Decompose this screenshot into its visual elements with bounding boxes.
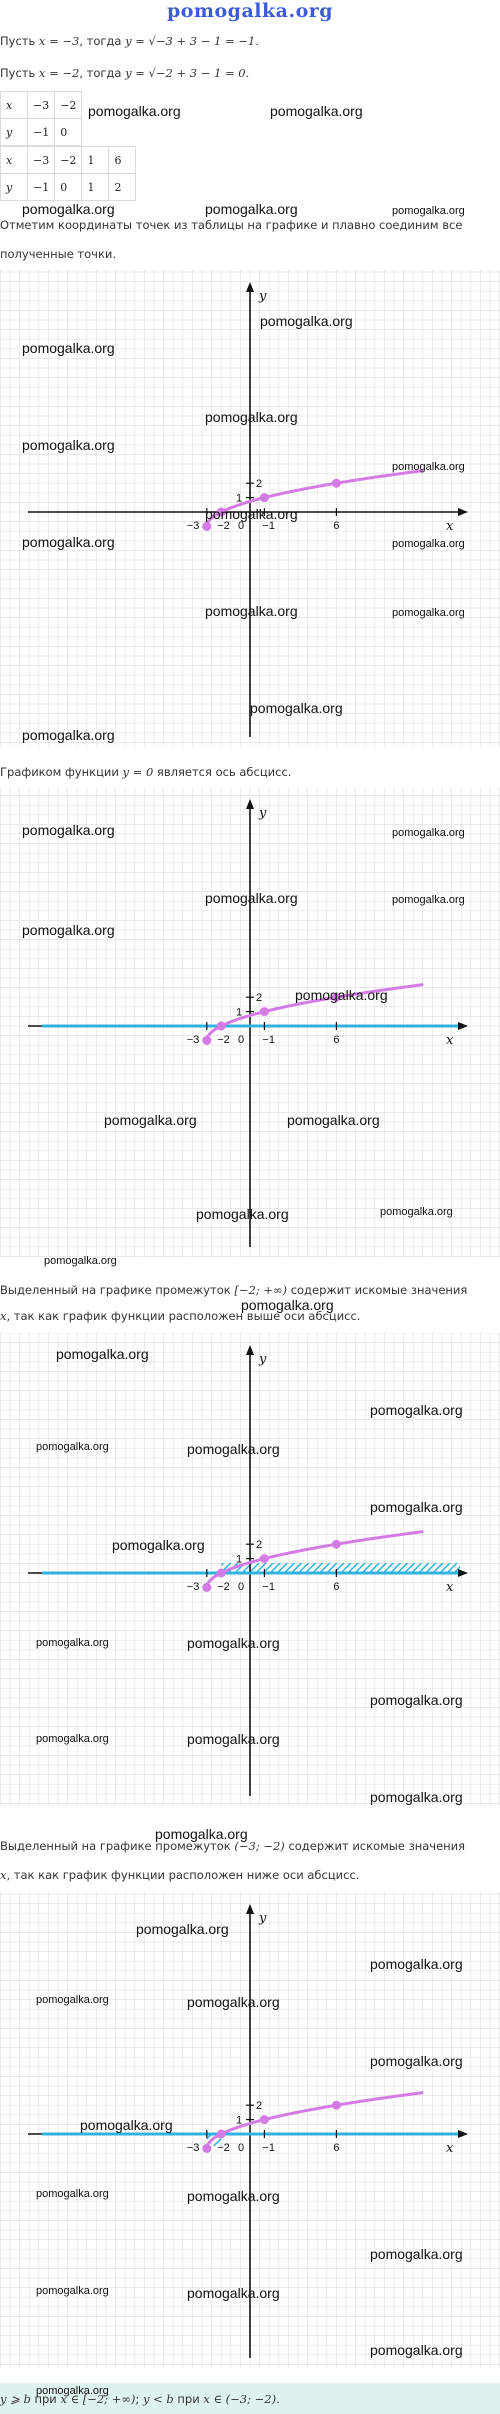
watermark: pomogalka.org <box>370 2053 463 2069</box>
tick-label-y-2: 2 <box>256 992 263 1005</box>
watermark: pomogalka.org <box>44 1255 117 1267</box>
paragraph-2-suffix: является ось абсцисс. <box>153 765 292 779</box>
table-cell: y <box>1 174 28 201</box>
tick-label-minus-1: −1 <box>262 2142 275 2154</box>
watermark: pomogalka.org <box>392 827 465 839</box>
watermark: pomogalka.org <box>260 313 353 329</box>
x-axis-label: x <box>446 2141 454 2156</box>
paragraph-4-var: x <box>0 1868 7 1882</box>
watermark: pomogalka.org <box>205 506 298 522</box>
x-axis-label: x <box>446 1033 454 1048</box>
table-cell: 2 <box>109 174 136 201</box>
data-point <box>217 1569 226 1578</box>
answer-part-1: y ⩾ b <box>0 2392 31 2406</box>
data-point <box>217 2130 226 2139</box>
table-cell: 6 <box>109 147 136 174</box>
tick-label-6: 6 <box>333 520 340 532</box>
graph-2 <box>0 787 500 1257</box>
paragraph-3-rest: , так как график функции расположен выше оси абсцисс. <box>6 1309 361 1323</box>
tick-label-minus-1: −1 <box>262 1581 275 1593</box>
data-point <box>202 2144 211 2153</box>
paragraph-4-suffix: содержит искомые значения <box>284 1839 466 1853</box>
watermark: pomogalka.org <box>205 890 298 906</box>
watermark: pomogalka.org <box>22 437 115 453</box>
data-point <box>260 1007 269 1016</box>
watermark: pomogalka.org <box>392 607 465 619</box>
watermark: pomogalka.org <box>112 1537 205 1553</box>
tick-label-y-2: 2 <box>256 478 263 491</box>
table-cell: −1 <box>28 119 55 146</box>
values-table-1 <box>0 91 82 146</box>
watermark: pomogalka.org <box>187 1635 280 1651</box>
watermark: pomogalka.org <box>22 201 115 217</box>
table-cell: x <box>1 92 28 119</box>
table-cell: −1 <box>28 174 55 201</box>
watermark: pomogalka.org <box>36 2385 109 2397</box>
watermark: pomogalka.org <box>392 205 465 217</box>
line-2-prefix: Пусть <box>0 66 39 80</box>
data-point <box>202 522 211 531</box>
answer-word-2: при <box>173 2392 204 2406</box>
table-cell: 1 <box>82 147 109 174</box>
data-point <box>332 1540 341 1549</box>
line-1-x: x = −3 <box>38 34 80 48</box>
table-cell: x <box>1 147 28 174</box>
table-row <box>1 147 136 174</box>
watermark: pomogalka.org <box>104 1112 197 1128</box>
table-cell: −2 <box>55 92 82 119</box>
watermark: pomogalka.org <box>187 2188 280 2204</box>
watermark: pomogalka.org <box>196 1206 289 1222</box>
line-2-y: y = √−2 + 3 − 1 = 0. <box>125 66 250 80</box>
values-table-2 <box>0 146 136 201</box>
line-2-x: x = −2 <box>38 66 80 80</box>
data-point <box>260 1554 269 1563</box>
watermark: pomogalka.org <box>205 603 298 619</box>
paragraph-4-line-2 <box>0 1867 359 1883</box>
watermark: pomogalka.org <box>370 2342 463 2358</box>
watermark: pomogalka.org <box>36 2285 109 2297</box>
watermark: pomogalka.org <box>80 2117 173 2133</box>
paragraph-1-line-2: полученные точки. <box>0 247 117 261</box>
table-cell: 0 <box>55 174 82 201</box>
watermark: pomogalka.org <box>370 2246 463 2262</box>
table-cell: −3 <box>28 92 55 119</box>
x-axis-label: x <box>446 1580 454 1595</box>
tick-label-minus-2: −2 <box>217 520 230 532</box>
paragraph-3-suffix: содержит искомые значения <box>287 1283 468 1297</box>
watermark: pomogalka.org <box>370 1499 463 1515</box>
paragraph-2 <box>0 764 291 780</box>
watermark: pomogalka.org <box>187 2285 280 2301</box>
watermark: pomogalka.org <box>136 1921 229 1937</box>
data-point <box>202 1583 211 1592</box>
paragraph-3-var: x <box>0 1309 7 1323</box>
watermark: pomogalka.org <box>36 1637 109 1649</box>
watermark: pomogalka.org <box>187 1441 280 1457</box>
table-row <box>1 174 136 201</box>
watermark: pomogalka.org <box>36 1733 109 1745</box>
watermark: pomogalka.org <box>205 409 298 425</box>
tick-label-6: 6 <box>333 1034 340 1046</box>
tick-label-y-2: 2 <box>256 1539 263 1552</box>
tick-label-minus-1: −1 <box>262 520 275 532</box>
tick-label-minus-2: −2 <box>217 1034 230 1046</box>
watermark: pomogalka.org <box>88 103 181 119</box>
line-1-y: y = √−3 + 3 − 1 = −1. <box>125 34 259 48</box>
watermark: pomogalka.org <box>392 461 465 473</box>
watermark: pomogalka.org <box>155 1826 248 1842</box>
tick-label-0: 0 <box>238 1034 245 1046</box>
paragraph-1-line-1: Отметим координаты точек из таблицы на графике и плавно соединим все <box>0 218 463 232</box>
watermark: pomogalka.org <box>22 727 115 743</box>
line-1 <box>0 33 259 49</box>
watermark: pomogalka.org <box>187 1994 280 2010</box>
tick-label-minus-1: −1 <box>262 1034 275 1046</box>
watermark: pomogalka.org <box>370 1692 463 1708</box>
tick-label-minus-3: −3 <box>186 2142 200 2154</box>
tick-label-0: 0 <box>238 520 245 532</box>
paragraph-2-prefix: Графиком функции <box>0 765 123 779</box>
line-2 <box>0 65 249 81</box>
tick-label-y-1: 1 <box>236 2114 243 2127</box>
watermark: pomogalka.org <box>36 2188 109 2200</box>
answer-part-4: x ∈ (−3; −2). <box>203 2392 280 2406</box>
site-logo[interactable]: pomogalka.org <box>166 0 334 22</box>
tick-label-minus-3: −3 <box>186 1034 200 1046</box>
data-point <box>260 493 269 502</box>
tick-label-minus-3: −3 <box>186 520 200 532</box>
paragraph-4-rest: , так как график функции расположен ниже оси абсцисс. <box>6 1868 360 1882</box>
watermark: pomogalka.org <box>370 1789 463 1805</box>
data-point <box>332 2101 341 2110</box>
table-cell: 0 <box>55 119 82 146</box>
paragraph-4-prefix: Выделенный на графике промежуток <box>0 1839 235 1853</box>
y-axis-label: y <box>259 289 267 304</box>
table-cell: 1 <box>82 174 109 201</box>
watermark: pomogalka.org <box>36 1994 109 2006</box>
watermark: pomogalka.org <box>22 922 115 938</box>
paragraph-3-expr: [−2; +∞) <box>234 1283 288 1297</box>
line-1-prefix: Пусть <box>0 34 39 48</box>
paragraph-4-expr: (−3; −2) <box>234 1839 285 1853</box>
tick-label-6: 6 <box>333 2142 340 2154</box>
watermark: pomogalka.org <box>205 201 298 217</box>
data-point <box>260 2115 269 2124</box>
watermark: pomogalka.org <box>187 1731 280 1747</box>
data-point <box>202 1036 211 1045</box>
tick-label-6: 6 <box>333 1581 340 1593</box>
watermark: pomogalka.org <box>392 894 465 906</box>
line-1-mid: , тогда <box>79 34 126 48</box>
table-cell: −2 <box>55 147 82 174</box>
tick-label-minus-3: −3 <box>186 1581 200 1593</box>
tick-label-y-1: 1 <box>236 492 243 505</box>
watermark: pomogalka.org <box>370 1402 463 1418</box>
watermark: pomogalka.org <box>22 822 115 838</box>
data-point <box>332 479 341 488</box>
y-axis-label: y <box>259 806 267 821</box>
watermark: pomogalka.org <box>56 1346 149 1362</box>
table-cell: y <box>1 119 28 146</box>
watermark: pomogalka.org <box>241 1297 334 1313</box>
tick-label-minus-2: −2 <box>217 1581 230 1593</box>
table-row <box>1 92 82 119</box>
answer-part-3: y < b <box>142 2392 174 2406</box>
table-cell: −3 <box>28 147 55 174</box>
paragraph-3-line-1 <box>0 1282 467 1298</box>
watermark: pomogalka.org <box>250 700 343 716</box>
watermark: pomogalka.org <box>287 1112 380 1128</box>
tick-label-minus-2: −2 <box>217 2142 230 2154</box>
watermark: pomogalka.org <box>295 987 388 1003</box>
y-axis-label: y <box>259 1911 267 1926</box>
watermark: pomogalka.org <box>36 1441 109 1453</box>
table-row <box>1 119 82 146</box>
answer-sep: ; <box>135 2392 143 2406</box>
watermark: pomogalka.org <box>270 103 363 119</box>
x-axis-label: x <box>446 519 454 534</box>
tick-label-y-2: 2 <box>256 2100 263 2113</box>
watermark: pomogalka.org <box>22 534 115 550</box>
paragraph-2-expr: y = 0 <box>122 765 154 779</box>
watermark: pomogalka.org <box>370 1956 463 1972</box>
line-2-mid: , тогда <box>79 66 126 80</box>
tick-label-y-1: 1 <box>236 1553 243 1566</box>
watermark: pomogalka.org <box>22 340 115 356</box>
paragraph-3-prefix: Выделенный на графике промежуток <box>0 1283 235 1297</box>
answer-part-2: x ∈ [−2; +∞) <box>60 2392 136 2406</box>
y-axis-label: y <box>259 1352 267 1367</box>
watermark: pomogalka.org <box>380 1206 453 1218</box>
tick-label-y-1: 1 <box>236 1006 243 1019</box>
tick-label-0: 0 <box>238 1581 245 1593</box>
answer-word-1: при <box>30 2392 61 2406</box>
tick-label-0: 0 <box>238 2142 245 2154</box>
data-point <box>217 1022 226 1031</box>
watermark: pomogalka.org <box>392 538 465 550</box>
